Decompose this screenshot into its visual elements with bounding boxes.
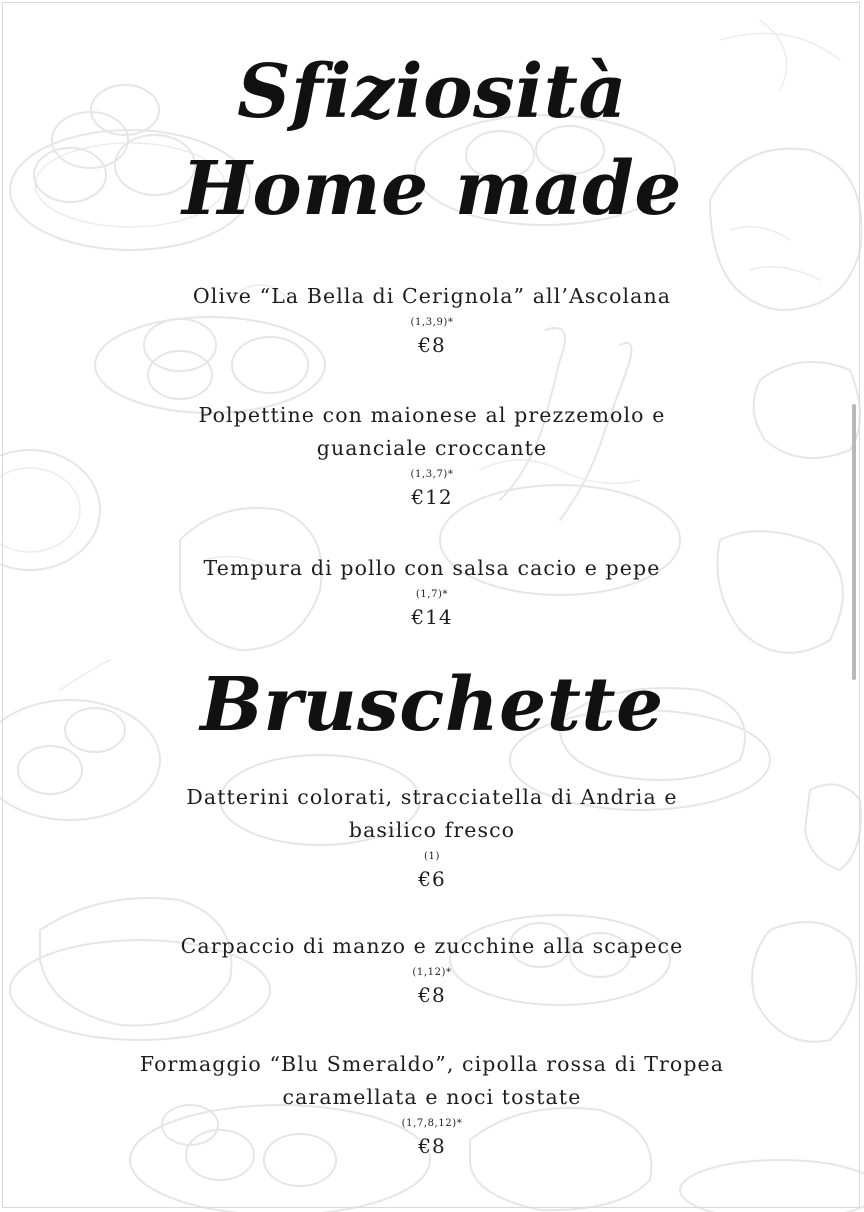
menu-item-name: Formaggio “Blu Smeraldo”, cipolla rossa di Tropea caramellata e noci tostate bbox=[139, 1052, 725, 1109]
menu-item-price: €14 bbox=[411, 605, 453, 629]
menu-item-name: Polpettine con maionese al prezzemolo e guanciale croccante bbox=[198, 403, 666, 460]
menu-item bbox=[0, 781, 864, 892]
section-title-bruschette: Bruschette bbox=[200, 662, 664, 748]
menu-item-name: Datterini colorati, stracciatella di Andria e basilico fresco bbox=[186, 785, 678, 842]
menu-item bbox=[0, 1048, 864, 1159]
menu-item-allergens: (1,7)* bbox=[415, 589, 449, 600]
section-title-sfiziosita: Sfiziosità bbox=[237, 49, 627, 135]
menu-item-price: €8 bbox=[418, 1134, 446, 1158]
menu-item-name: Carpaccio di manzo e zucchine alla scapece bbox=[180, 934, 684, 958]
section-title-home-made: Home made bbox=[182, 146, 682, 232]
menu-item-allergens: (1,7,8,12)* bbox=[401, 1118, 463, 1129]
menu-item bbox=[0, 280, 864, 358]
menu-item bbox=[0, 930, 864, 1008]
vertical-scrollbar[interactable] bbox=[852, 404, 856, 680]
menu-item-price: €12 bbox=[411, 485, 453, 509]
menu-item-allergens: (1,12)* bbox=[412, 967, 452, 978]
menu-item-name: Tempura di pollo con salsa cacio e pepe bbox=[203, 556, 661, 580]
menu-item-allergens: (1,3,9)* bbox=[410, 317, 454, 328]
menu-item-name: Olive “La Bella di Cerignola” all’Ascolana bbox=[192, 284, 672, 308]
menu-item-price: €6 bbox=[418, 867, 446, 891]
menu-item-allergens: (1,3,7)* bbox=[410, 469, 454, 480]
menu-item-price: €8 bbox=[418, 333, 446, 357]
menu-item bbox=[0, 552, 864, 630]
menu-item-price: €8 bbox=[418, 983, 446, 1007]
menu-item bbox=[0, 399, 864, 510]
menu-item-allergens: (1) bbox=[424, 851, 440, 862]
